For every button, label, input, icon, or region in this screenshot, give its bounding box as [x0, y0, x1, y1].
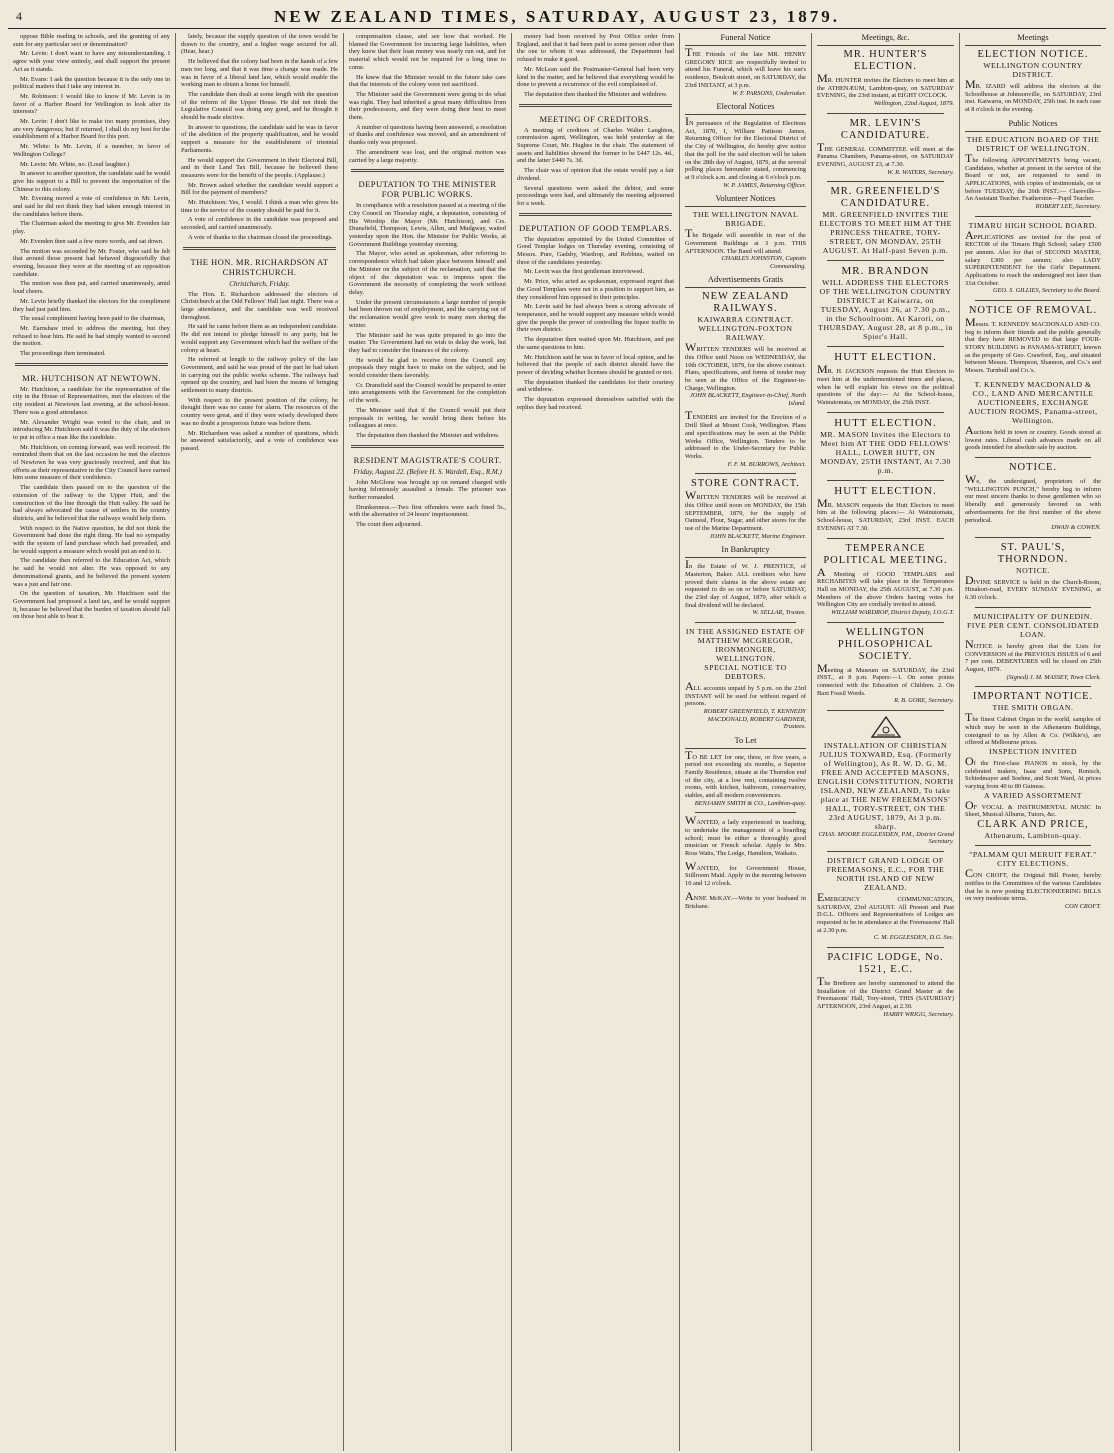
hutt-election-ad: [817, 351, 954, 407]
ad-signature: BENJAMIN SMITH & CO., Lambton-quay.: [694, 799, 806, 807]
article-paragraph: Mr. Robinson: I would like to know if Mr. Levin is in favor of a Harbor Board for Wellington to look after its interests?: [13, 92, 170, 116]
electoral-heading: Electoral Notices: [685, 102, 806, 115]
section-title: DEPUTATION OF GOOD TEMPLARS.: [518, 222, 673, 233]
estate-notice: [685, 627, 806, 731]
ad-body: MR. HUNTER invites the Electors to meet him at the ATHENÆUM, Lambton-quay, on SATURDAY EVENING, the 23rd instant, at EIGHT O'CLOCK.: [817, 71, 954, 100]
article-paragraph: Mr. McLean said the Postmaster-General had been very kind in the matter, and he believed that everything would be done to prevent a recurrence of the evil complained of.: [517, 65, 674, 89]
ad-title: T. KENNEDY MACDONALD & CO., LAND AND MERCANTILE AUCTIONEERS, EXCHANGE AUCTION ROOMS, Panama-street, Wellington.: [968, 379, 1098, 425]
divider: [827, 346, 944, 347]
article-paragraph: With respect to the Native question, he did not think the Government had done the right thing. He had no sympathy with the system of land purchase which had prevailed, and he would support a measure which would put an end to it.: [13, 524, 170, 555]
ad-title: TEMPERANCE POLITICAL MEETING.: [823, 542, 948, 566]
column-1: [8, 33, 176, 1451]
ad-signature: C. M. EGGLESDEN, D.G. Sec.: [873, 934, 954, 942]
greenfield-ad: [817, 186, 954, 255]
ad-signature: (Signed) J. M. MASSEY, Town Clerk.: [1006, 673, 1101, 681]
article-paragraph: The deputation expressed themselves satisfied with the replies they had received.: [517, 396, 674, 411]
ad-signature: DWAN & COWEN.: [1051, 524, 1101, 532]
section-title: DEPUTATION TO THE MINISTER FOR PUBLIC WORKS.: [358, 179, 497, 200]
ad-body: The Brethren are hereby summoned to attend the Installation of the District Grand Master at the Freemasons' Hall, Tory-street, THIS (SATURDAY) AFTERNOON, 23rd August, at 2.30.: [817, 973, 954, 1010]
divider: [975, 845, 1091, 846]
article-paragraph: The candidate then passed on to the question of the extension of the railway to the Upper Hutt, and the construction of the line through the Hutt valley. He said he had always advocated the cause of settlers in the country districts, and he believed that the railways would help them.: [13, 484, 170, 522]
column-6: [812, 33, 960, 1451]
auctioneer-ad: [965, 380, 1101, 452]
divider: [975, 457, 1091, 458]
personal-ad: [685, 888, 806, 910]
section-title: RESIDENT MAGISTRATE'S COURT.: [353, 454, 502, 465]
ad-body: The finest Cabinet Organ in the world, samples of which may be seen in the Athenæum Buildings, consigned to us by Allen & Co. (Wilkie's), are offered at Melbourne prices.: [965, 710, 1101, 747]
ad-title: TIMARU HIGH SCHOOL BOARD.: [968, 220, 1098, 230]
ad-title: MR. GREENFIELD'S CANDIDATURE.: [830, 186, 941, 210]
divider: [695, 812, 796, 813]
hutt-election-ad: [817, 485, 954, 533]
col3-paras3: [349, 479, 506, 529]
article-paragraph: Mr. Brown asked whether the candidate would support a Bill for the payment of members?: [181, 181, 338, 197]
section-title: MEETING OF CREDITORS.: [539, 113, 652, 124]
article-paragraph: The Chairman asked the meeting to give Mr. Evenden fair play.: [13, 220, 170, 236]
ad-subtitle: CITY ELECTIONS.: [997, 859, 1069, 869]
ad-signature: JOHN BLACKETT, Marine Engineer.: [709, 532, 806, 540]
article-paragraph: Mr. Hutchison, a candidate for the representation of the city in the House of Representatives, met the electors of the city resident at Newtown last evening, at the school-house. There was a good attendance.: [13, 385, 170, 416]
divider: [827, 260, 944, 261]
wanted-ad: [685, 813, 806, 858]
article-paragraph: lately, because the supply question of the town would be drawn to the country, and a higher wage secured for all. (Hear, hear.): [181, 33, 338, 56]
article-paragraph: The usual compliment having been paid to the chairman,: [20, 315, 166, 323]
installation-ad: [817, 715, 954, 846]
article-paragraph: He believed that the colony had been in the hands of a few men too long, and that it was time a change was made. He was in favor of a liberal land law, which would enable the working man to obtain a home for himself.: [181, 58, 338, 89]
ad-body: OF VOCAL & INSTRUMENTAL MUSIC In Sheet, Musical Albums, Tutors, &c.: [965, 797, 1101, 819]
article-paragraph: Under the present circumstances a large number of people had been thrown out of employment, and the carrying out of the reclamation would give work to many men during the winter.: [349, 298, 506, 329]
ad-body: WRITTEN TENDERS will be received at this Office until Noon on WEDNESDAY, the 10th OCTOBER, 1879, for the above contract. Plans, specifications, and forms of tender may be seen at the Office of the Engineer-in-Charge, Wellington.: [685, 340, 806, 392]
ad-body: Meeting at Museum on SATURDAY, the 23rd INST., at 8 p.m. Papers:—1. On some points connected with the Education of Children. 2. On Baxt Fossil Words.: [817, 660, 954, 697]
column-7: [960, 33, 1106, 1451]
dunedin-loan-ad: [965, 612, 1101, 681]
article-paragraph: The Minister said the Government were going to do what was right. They had inherited a great many difficulties from their predecessors, and they were doing their best to meet them.: [349, 90, 506, 122]
public-works-ad: [685, 408, 806, 468]
article-paragraph: The candidate then referred to the Education Act, which he said he would not alter. He was opposed to any denominational grants, and he believed the present system was a just and fair one.: [13, 557, 170, 588]
divider: [695, 473, 796, 474]
article-paragraph: He would be glad to receive from the Council any proposals they might have to make on the subject, and he would consider them favorably.: [349, 356, 506, 380]
ad-title: STORE CONTRACT.: [690, 478, 801, 490]
article-paragraph: Drunkenness.—Two first offenders were each fined 5s., with the alternative of 24 hours' imprisonment.: [349, 503, 506, 519]
punch-notice-ad: [965, 462, 1101, 532]
article-paragraph: The deputation appointed by the United Committee of Good Templar lodges on Thursday evening, consisting of Messrs. Pure, Gadsby, Wardrop, and Robbins, waited on three of the candidates yesterday.: [517, 235, 674, 266]
ad-title: A VARIED ASSORTMENT: [984, 790, 1082, 800]
masthead: [8, 6, 1106, 29]
ad-title: IN THE ASSIGNED ESTATE OF MATTHEW MCGREGOR, IRONMONGER, WELLINGTON.: [685, 626, 806, 663]
divider: [695, 622, 796, 623]
ad-body: WANTED, for Government House, Stillroom Maid. Apply in the morning between 10 and 12 o'clock.: [685, 858, 806, 888]
article-paragraph: The deputation thanked the candidates for their courtesy and withdrew.: [517, 378, 674, 394]
article-paragraph: Mr. Hutchison: Yes, I would. I think a man who gives his time to the service of the country should be paid for it.: [181, 199, 338, 214]
column-4: [512, 33, 680, 1451]
ad-address: Athenæum, Lambton-quay.: [984, 831, 1082, 841]
article-paragraph: Mr. Levin was the first gentleman interviewed.: [524, 268, 644, 276]
bill-poster-ad: [965, 850, 1101, 910]
article-paragraph: Mr. Alexander Wright was voted to the chair, and in introducing Mr. Hutchison said it was the duty of the electors to put in office a man like the candidate.: [13, 418, 170, 441]
divider: [975, 216, 1091, 217]
divider: [827, 851, 944, 852]
ad-title: HUTT ELECTION.: [834, 351, 937, 364]
ad-subtitle: NOTICE.: [1015, 565, 1051, 575]
funeral-heading: Funeral Notice: [685, 33, 806, 46]
divider: [827, 622, 944, 623]
article-paragraph: Mr. Evenden then said a few more words, and sat down.: [20, 237, 164, 245]
article-paragraph: The Hon. E. Richardson addressed the electors of Christchurch at the Odd Fellows' Hall last night. There was a large attendance, and the candidate was well received throughout.: [181, 290, 338, 321]
masonic-emblem-icon: [817, 715, 954, 739]
temperance-ad: [817, 543, 954, 617]
st-pauls-ad: [965, 542, 1101, 602]
ad-title: "PALMAM QUI MERUIT FERAT.": [969, 850, 1097, 860]
article-paragraph: With respect to the present position of the colony, he thought there was no cause for alarm. The resources of the country were great, and if they were wisely developed there was no doubt a prosperous future was before them.: [181, 396, 338, 427]
article-paragraph: On the question of taxation, Mr. Hutchison said the Government had proposed a land tax, and he would support it, because he believed that the burden of taxation should fall on those best able to bear it.: [13, 590, 170, 621]
ad-body: MR. H. JACKSON requests the Hutt Electors to meet him at the undermentioned times and places, when he will explain his views on the political questions of the day:— At the School-house, Wainuiomata, on MONDAY, the 25th INST.: [817, 362, 954, 407]
ad-title: ELECTION NOTICE.: [977, 49, 1089, 60]
article-paragraph: John McGlone was brought up on remand charged with having feloniously assaulted a female. The prisoner was further remanded.: [349, 478, 506, 502]
ad-title: WELLINGTON PHILOSOPHICAL SOCIETY.: [837, 626, 934, 662]
dateline: Christchurch, Friday.: [229, 279, 290, 288]
wanted-ad: [685, 858, 806, 888]
article-paragraph: The Minister said that if the Council would put their proposals in writing, he would bring them before his colleagues at once.: [349, 406, 506, 430]
article-paragraph: Mr. Richardson was asked a number of questions, which he answered satisfactorily, and a vote of confidence was passed.: [181, 429, 338, 452]
article-paragraph: Mr. Levin briefly thanked the electors for the compliment they had just paid him.: [13, 297, 170, 313]
col3-paras2: [349, 202, 506, 439]
election-notice-ad: [965, 49, 1101, 114]
divider: [975, 300, 1091, 301]
ad-subtitle: FIVE PER CENT. CONSOLIDATED LOAN.: [966, 620, 1100, 639]
ad-body: TENDERS are invited for the Erection of a Drill Shed at Mount Cook, Wellington. Plans and specifications may be seen at the Public Works Office, Wellington. Tenders to be addressed to the Under-Secretary for Public Works.: [685, 408, 806, 460]
article-paragraph: The Minister said he was quite prepared to go into the matter. The Government had no wish to delay the work, but they had to consider the finances of the colony.: [349, 331, 506, 354]
ad-body: A Meeting of GOOD TEMPLARS and RECHABITES will take place in the Temperance Hall on MONDAY, the 25th AUGUST, at 7.30 p.m. Members of the above Orders having votes for Wellington City are cordially invited to attend.: [817, 564, 954, 609]
ad-signature: F. F. M. BURROWS, Architect.: [727, 460, 806, 468]
article-paragraph: The motion was seconded by Mr. Foster, who said he felt that around those present had behaved disgracefully that evening, because they were at the meeting of an opposition candidate.: [13, 247, 170, 278]
article-paragraph: The deputation then thanked the Minister and withdrew.: [524, 90, 668, 98]
divider: [827, 710, 944, 711]
ad-signature: WILLIAM WARDROP, District Deputy, I.O.G.T.: [831, 609, 954, 617]
article-paragraph: In answer to questions, the candidate said he was in favor of the abolition of the property qualification, and he would support a measure for the establishment of triennial Parliaments.: [181, 123, 338, 154]
ad-body: NOTICE is hereby given that the Lists for CONVERSION of the PREVIOUS ISSUES of 6 and 7 per cent. DEBENTURES will be closed on 25th August, 1879.: [965, 636, 1101, 673]
column-5: [680, 33, 812, 1451]
ad-body: THE Friends of the late MR. HENRY GREGORY RICE are respectfully invited to attend his Funeral, which will leave his son's residence, Boulcott street, on SATURDAY, the 23rd INSTANT, at 3 p.m.: [685, 45, 806, 89]
article-paragraph: oppose Bible reading in schools, and the granting of any sum for any particular sect or denomination?: [13, 33, 170, 48]
divider: [519, 104, 672, 107]
railway-ad: [685, 291, 806, 407]
col3-paras: [349, 33, 506, 164]
to-let-heading: To Let: [685, 736, 806, 749]
article-paragraph: Mr. Evans: I ask the question because it is the only one in political matters that I take any interest in.: [13, 75, 170, 91]
ad-body: In the Estate of W. J. PRENTICE, of Masterton, Baker. ALL creditors who have proved their claims in the above estate are requested to do so on or before SATURDAY, the 23rd day of August, 1879, after which a final dividend will be declared.: [685, 557, 806, 609]
article-paragraph: The chair was of opinion that the estate would pay a fair dividend.: [517, 167, 674, 182]
divider: [827, 181, 944, 182]
divider: [975, 537, 1091, 538]
adverts-heading: Advertisements Gratis: [685, 275, 806, 288]
ad-title: NOTICE.: [1008, 461, 1058, 473]
article-paragraph: A meeting of creditors of Charles Walter Laughton, commission agent, Wellington, was held yesterday at the Supreme Court, Mr. Hughes in the chair. The statement of assets and liabilities showed the former to be £447 12s. 4d., and the latter £440 7s. 3d.: [517, 126, 674, 165]
article-paragraph: compensation clause, and see how that worked. He blamed the Government for incurring large liabilities, when they knew that their loan money was nearly run out, and for material which would not be required for a long time to come.: [349, 33, 506, 71]
removal-ad: [965, 305, 1101, 375]
ad-body: EMERGENCY COMMUNICATION, SATURDAY, 23rd AUGUST. All Present and Past D.G.L. Officers and Representatives of Lodges are requested to be in attendance at the Freemasons' Hall at 2.30 p.m.: [817, 889, 954, 934]
ad-body: WANTED, a lady experienced in teaching, to undertake the management of a boarding school; must be either a thoroughly good musician or French scholar. Apply to Mrs. Ross Watts, The Lodge, Hamilton, Waikato.: [685, 813, 806, 858]
section-title: MR. HUTCHISON AT NEWTOWN.: [22, 372, 161, 383]
ad-title: THE EDUCATION BOARD OF THE DISTRICT OF WELLINGTON.: [966, 134, 1100, 153]
ad-body: Of the First-class PIANOS in stock, by the celebrated makers, Isaac and Sons, Ronisch, Schiedmayer and Soehne, and Scott Ward, At prices varying from 40 to 80 Guineas.: [965, 753, 1101, 791]
article-paragraph: Mr. Levin: Mr. White, no. (Loud laughter.): [20, 160, 130, 168]
dateline: Friday, August 22. (Before H. S. Wardell, Esq., R.M.): [353, 467, 502, 476]
ad-subtitle: SPECIAL NOTICE TO DEBTORS.: [704, 662, 787, 681]
ad-signature: ROBERT LEE, Secretary.: [1035, 203, 1101, 211]
ad-title: NOTICE OF REMOVAL.: [968, 304, 1098, 316]
bankruptcy-notice: [685, 557, 806, 617]
article-paragraph: Mr. Levin: I don't want to have any misunderstanding. I agree with your view entirely, and shall support the present Act as it stands.: [13, 50, 170, 73]
ad-title: MR. LEVIN'S CANDIDATURE.: [840, 117, 931, 141]
ad-signature: W. P. JAMES, Returning Officer.: [723, 181, 806, 189]
ad-body: Auctions held in town or country. Goods stored at lowest rates. Liberal cash advances made on all goods intended for absolute sale by auction.: [965, 422, 1101, 452]
ad-body: APPLICATIONS are invited for the post of RECTOR of the Timaru High School; salary £500 per annum. Also for that of SECOND MASTER, salary £300 per annum; also LADY SUPERINTENDENT for the Girls' Department. Applications to reach the undersigned not later than 31st October.: [965, 227, 1101, 287]
section-title: THE HON. MR. RICHARDSON AT CHRISTCHURCH.: [190, 256, 329, 277]
page-number: 4: [16, 9, 22, 23]
to-let-ad: [685, 747, 806, 808]
volunteer-heading: Volunteer Notices: [685, 194, 806, 207]
ad-body: DIVINE SERVICE is held in the Church-Room, Hinakori-road, EVERY SUNDAY EVENING, at 6.30 o'clock.: [965, 572, 1101, 602]
meetings-heading: Meetings, &c.: [817, 33, 954, 46]
divider: [15, 363, 168, 366]
ad-signature: W. SELLAR, Trustee.: [752, 609, 806, 617]
ad-title: IMPORTANT NOTICE.: [972, 691, 1094, 703]
article-paragraph: Several questions were asked the debtor, and some proceedings were had, and ultimately the meeting adjourned for a week.: [517, 184, 674, 207]
divider: [975, 686, 1091, 687]
columns: [8, 33, 1106, 1451]
ad-signature: HARRY WRIGG, Secretary.: [883, 1010, 954, 1018]
article-paragraph: The Mayor, who acted as spokesman, after referring to correspondence which had taken place between himself and the Minister on the subject of the reclamation, said that the object of the deputation was to impress upon the Government the necessity of completing the work without delay.: [349, 250, 506, 296]
ad-signature: ROBERT GREENFIELD, T. KENNEDY MACDONALD, ROBERT GARDNER, Trustees.: [703, 708, 806, 731]
divider: [827, 538, 944, 539]
divider: [351, 445, 504, 448]
col4-paras: [517, 33, 674, 99]
ad-body: The following APPOINTMENTS being vacant, Candidates, whether at present in the service of the Board or not, are requested to send in APPLICATIONS, with copies of testimonials, on or before TUESDAY, the 26th INST.:— Clareville—An Assistant Teacher. Featherston—Pupil Teacher.: [965, 150, 1101, 203]
col4-paras2: [517, 127, 674, 208]
levin-ad: [817, 118, 954, 177]
article-paragraph: The deputation then thanked the Minister and withdrew.: [356, 431, 500, 439]
col2-paras2: [181, 291, 338, 453]
article-paragraph: He said he came before them as an independent candidate. He did not intend to pledge himself to any party, but he would support any Government which had the welfare of the colony at heart.: [181, 323, 338, 354]
article-paragraph: He referred at length to the railway policy of the late Government, and said he was proud of the part he had taken in carrying out the public works scheme. The railways had opened up the country, and had been the means of bringing settlement to many districts.: [181, 356, 338, 395]
education-board-ad: [965, 135, 1101, 211]
ad-body: IN pursuance of the Regulation of Elections Act, 1870, I, William Pattison James, Returning Officer for the Electoral District of the City of Wellington, do hereby give notice that the poll for the said election will be taken on the 28th day of August, 1879, at the several polling places hereunder stated, commencing at 9 o'clock a.m. and closing at 6 o'clock p.m.: [685, 114, 806, 181]
col2-paras: [181, 33, 338, 242]
article-paragraph: money had been received by Post Office order from England, and that it had been paid to some person other than the one to whom it was addressed, the Department had refused to make it good.: [517, 33, 674, 64]
article-paragraph: The deputation then waited upon Mr. Hutchison, and put the same questions to him.: [517, 336, 674, 351]
divider: [827, 480, 944, 481]
divider: [351, 169, 504, 172]
article-paragraph: A vote of confidence in the candidate was proposed and seconded, and carried unanimously.: [181, 216, 338, 232]
col1-paras: [13, 33, 170, 358]
ad-title: ST. PAUL'S, THORNDON.: [997, 541, 1069, 565]
ad-subtitle: KAIWARRA CONTRACT. WELLINGTON-FOXTON RAILWAY.: [697, 315, 794, 343]
hutt-election-ad: [817, 417, 954, 475]
article-paragraph: In answer to another question, the candidate said he would give his support to a Bill to prevent the importation of the Chinese to this colony.: [13, 170, 170, 193]
article-paragraph: Cr. Dransfield said the Council would be prepared to enter into arrangements with the Government for the completion of the work.: [349, 381, 506, 405]
divider: [519, 213, 672, 216]
ad-subtitle: THE SMITH ORGAN.: [992, 703, 1074, 713]
ad-body: MR. MASON requests the Hutt Electors to meet him at the following places:— At Wainuiomata, School-house, SATURDAY, 23rd INST. EACH EVENING AT 7.30.: [817, 495, 954, 532]
article-paragraph: He would support the Government in their Electoral Bill, and in their Land Tax Bill, because he believed these measures were for the benefit of the people. (Applause.): [181, 156, 338, 179]
ad-title: HUTT ELECTION.: [834, 484, 937, 497]
divider: [827, 113, 944, 114]
ad-body: MR. MASON Invites the Electors to Meet him AT THE ODD FELLOWS' HALL, LOWER HUTT, ON MONDAY, 25TH INSTANT, At 7.30 p.m.: [820, 429, 951, 475]
ad-body: ALL accounts unpaid by 5 p.m. on the 23rd INSTANT will be sued for without regard of persons.: [685, 678, 806, 708]
ad-signature: CHARLES JOHNSTON, Captain Commanding.: [721, 255, 806, 270]
meetings-heading: Meetings: [965, 33, 1101, 46]
article-paragraph: A vote of thanks to the chairman closed the proceedings.: [188, 233, 333, 241]
article-paragraph: The candidate then dealt at some length with the question of the reform of the Upper House. He did not think the Legislative Council was doing any good, and he thought it should be made elective.: [181, 90, 338, 122]
volunteer-notice: [685, 210, 806, 270]
ad-title: MR. HUNTER'S ELECTION.: [843, 49, 928, 72]
timaru-ad: [965, 221, 1101, 295]
article-paragraph: Mr. Levin: I don't like to make too many promises, they are very dangerous; but if returned, I shall do my best for the establishment of a Harbor Board for this port.: [13, 118, 170, 141]
electoral-notice: [685, 114, 806, 189]
article-paragraph: Mr. Earnshaw tried to address the meeting, but they refused to hear him. He said he had simply wanted to second the motion.: [13, 324, 170, 348]
article-paragraph: Mr. Hutchison said he was in favor of local option, and he believed that the people of each district should have the power of deciding whether licenses should be granted or not.: [517, 353, 674, 376]
ad-title: INSTALLATION OF CHRISTIAN JULIUS TOXWARD, Esq. (Formerly of Wellington), As R. W. D. G. M.: [819, 740, 952, 768]
divider: [183, 247, 336, 250]
article-paragraph: The court then adjourned.: [356, 521, 423, 529]
public-notices-heading: Public Notices: [965, 119, 1101, 132]
ad-body: CON CROFT, the Original Bill Poster, hereby notifies to the Committees of the various Candidates that he is now posting ELECTIONEERING BILLS on very moderate terms.: [965, 866, 1101, 903]
philosophical-ad: [817, 627, 954, 705]
store-contract-ad: [685, 478, 806, 540]
ad-title: HUTT ELECTION.: [834, 416, 937, 429]
divider: [975, 607, 1091, 608]
ad-body: We, the undersigned, proprietors of the "WELLINGTON PUNCH," hereby beg to inform our most sincere thanks to those gentlemen who so liberally and generously favored us with advertisements for the first number of the above periodical.: [965, 471, 1101, 524]
article-paragraph: Mr. White: Is Mr. Levin, if a member, in favor of Wellington College?: [13, 143, 170, 158]
col4-paras3: [517, 236, 674, 412]
ad-body: MR. IZARD will address the electors at the Schoolhouse at Johnsonville, on SATURDAY, 23rd inst. Kaiwarra, on MONDAY, 25th inst. In each case at 8 o'clock in the evening.: [965, 77, 1101, 114]
ad-date: Wellington, 22nd August, 1879.: [873, 100, 954, 108]
divider: [827, 412, 944, 413]
ad-signature: W. F. PARSONS, Undertaker.: [732, 89, 806, 97]
ad-signature: CHAS. MOORE EGGLESDEN, P.M., District Grand Secretary.: [818, 830, 954, 846]
column-3: [344, 33, 512, 1451]
ad-title: INSPECTION INVITED: [988, 746, 1078, 756]
ad-body: TO BE LET for one, three, or five years, a period not exceeding six months, a Superior Family Residence, situate at the Thorndon end of the city, at a low rent, containing twelve rooms, with kitchen, bathroom, conservatory, stables, and all modern conveniences.: [685, 747, 806, 800]
article-paragraph: In compliance with a resolution passed at a meeting of the City Council on Thursday night, a deputation, consisting of His Worship the Mayor (Mr. Hutchison), and Crs. Dransfield, Thompson, Lewis, Allen, and Mudgway, waited yesterday upon the Hon. the Minister for Public Works, at Government Buildings yesterday morning.: [349, 202, 506, 248]
newspaper-title: NEW ZEALAND TIMES, SATURDAY, AUGUST 23, 1879.: [273, 7, 841, 26]
brandon-ad: [817, 265, 954, 341]
article-paragraph: Mr. Price, who acted as spokesman, expressed regret that the Good Templars were not in a position to support him, as they considered him opposed to their principles.: [517, 278, 674, 301]
ad-title: DISTRICT GRAND LODGE OF FREEMASONS, E.C., FOR THE NORTH ISLAND OF NEW ZEALAND.: [826, 855, 945, 892]
ad-title: MUNICIPALITY OF DUNEDIN.: [973, 611, 1093, 621]
ad-signature: W. R. WATERS, Secretary.: [887, 168, 954, 176]
column-2: [176, 33, 344, 1451]
funeral-notice: [685, 45, 806, 97]
ad-body: Messrs. T. KENNEDY MACDONALD AND CO. beg to inform their friends and the public generally that they have REMOVED to that large FOUR-STORY BUILDING in PANAMA-STREET, known as the property of Geo. Crawford, Esq., and situated between Messrs. Thompson, Shannon, and Co.'s and Messrs. Turnbull and Co.'s.: [965, 314, 1101, 375]
hunter-ad: [817, 49, 954, 108]
article-paragraph: The proceedings then terminated.: [20, 350, 106, 358]
ad-title: MR. BRANDON: [841, 265, 930, 278]
article-paragraph: A number of questions having been answered, a resolution of thanks and confidence was moved, and an amendment of thanks only was proposed.: [349, 123, 506, 147]
col1-paras2: [13, 386, 170, 621]
article-paragraph: He knew that the Minister would in the future take care that the interests of the colony were not sacrificed.: [349, 73, 506, 89]
ad-signature: CON CROFT.: [1064, 902, 1101, 910]
ad-signature: GEO. S. GILLIES, Secretary to the Board.: [992, 287, 1101, 295]
bankruptcy-heading: In Bankruptcy: [685, 545, 806, 558]
ad-body: ANNE McKAY.—Write to your husband in Brisbane.: [685, 888, 806, 910]
organ-ad: [965, 691, 1101, 840]
article-paragraph: Mr. Hutchison, on coming forward, was well received. He reminded them that on the last occasion he met the electors of Newtown he was very graciously received, and that his efforts as their representative in the City Council have earned him some measure of their confidence.: [13, 443, 170, 482]
ad-subtitle: WELLINGTON COUNTRY DISTRICT.: [983, 61, 1083, 79]
divider: [827, 947, 944, 948]
article-paragraph: The motion was then put, and carried unanimously, amid loud cheers.: [13, 280, 170, 296]
ad-body: MR. GREENFIELD INVITES THE ELECTORS TO MEET HIM AT THE PRINCESS THEATRE, TORY-STREET, ON MONDAY, 25TH AUGUST. At Half-past Seven p.m.: [819, 210, 952, 256]
ad-title: PACIFIC LODGE, No. 1521, E.C.: [827, 951, 944, 975]
ad-signature: JOHN BLACKETT, Engineer-in-Chief, North Island.: [689, 392, 806, 407]
ad-body: WILL ADDRESS THE ELECTORS OF THE WELLINGTON COUNTRY DISTRICT at Kaiwarra, on TUESDAY, August 26, at 7.30 p.m., in the Schoolroom. At Karori, on THURSDAY, August 28, at 8 p.m., in Spier's Hall.: [818, 278, 953, 342]
ad-signature: R. B. GORE, Secretary.: [894, 697, 954, 705]
ad-body: THE GENERAL COMMITTEE will meet at the Panama Chambers, Panama-street, on SATURDAY EVENING, AUGUST 23, at 7.30.: [817, 139, 954, 169]
article-paragraph: The amendment was lost, and the original motion was carried by a large majority.: [349, 148, 506, 164]
ad-body: WRITTEN TENDERS will be received at this Office until noon on MONDAY, the 15th SEPTEMBER, 1879, for the supply of Oatmeal, Flour, Sugar, and other stores for the use of the Marine Department.: [685, 488, 806, 532]
pacific-lodge-ad: [817, 952, 954, 1018]
ad-signature: CLARK AND PRICE,: [977, 819, 1089, 831]
ad-title: THE WELLINGTON NAVAL BRIGADE.: [692, 210, 799, 229]
ad-body: FREE AND ACCEPTED MASONS, ENGLISH CONSTITUTION, NORTH ISLAND, NEW ZEALAND, To take place at THE NEW FREEMASONS' HALL, TORY-STREET, ON THE 23rd AUGUST, 1879, At 3 p.m. sharp.: [817, 767, 954, 831]
article-paragraph: Mr. Evening moved a vote of confidence in Mr. Levin, and said he did not think they had taken enough interest in the candidates before them.: [13, 195, 170, 218]
grand-lodge-ad: [817, 856, 954, 942]
article-paragraph: Mr. Levin said he had always been a strong advocate of temperance, and he would support any measure which would give the people the power of controlling the liquor traffic in their own district.: [517, 303, 674, 334]
ad-body: The Brigade will assemble in rear of the Government Buildings at 3 p.m. THIS AFTERNOON. The Band will attend.: [685, 226, 806, 255]
ad-title: NEW ZEALAND RAILWAYS.: [702, 291, 789, 315]
